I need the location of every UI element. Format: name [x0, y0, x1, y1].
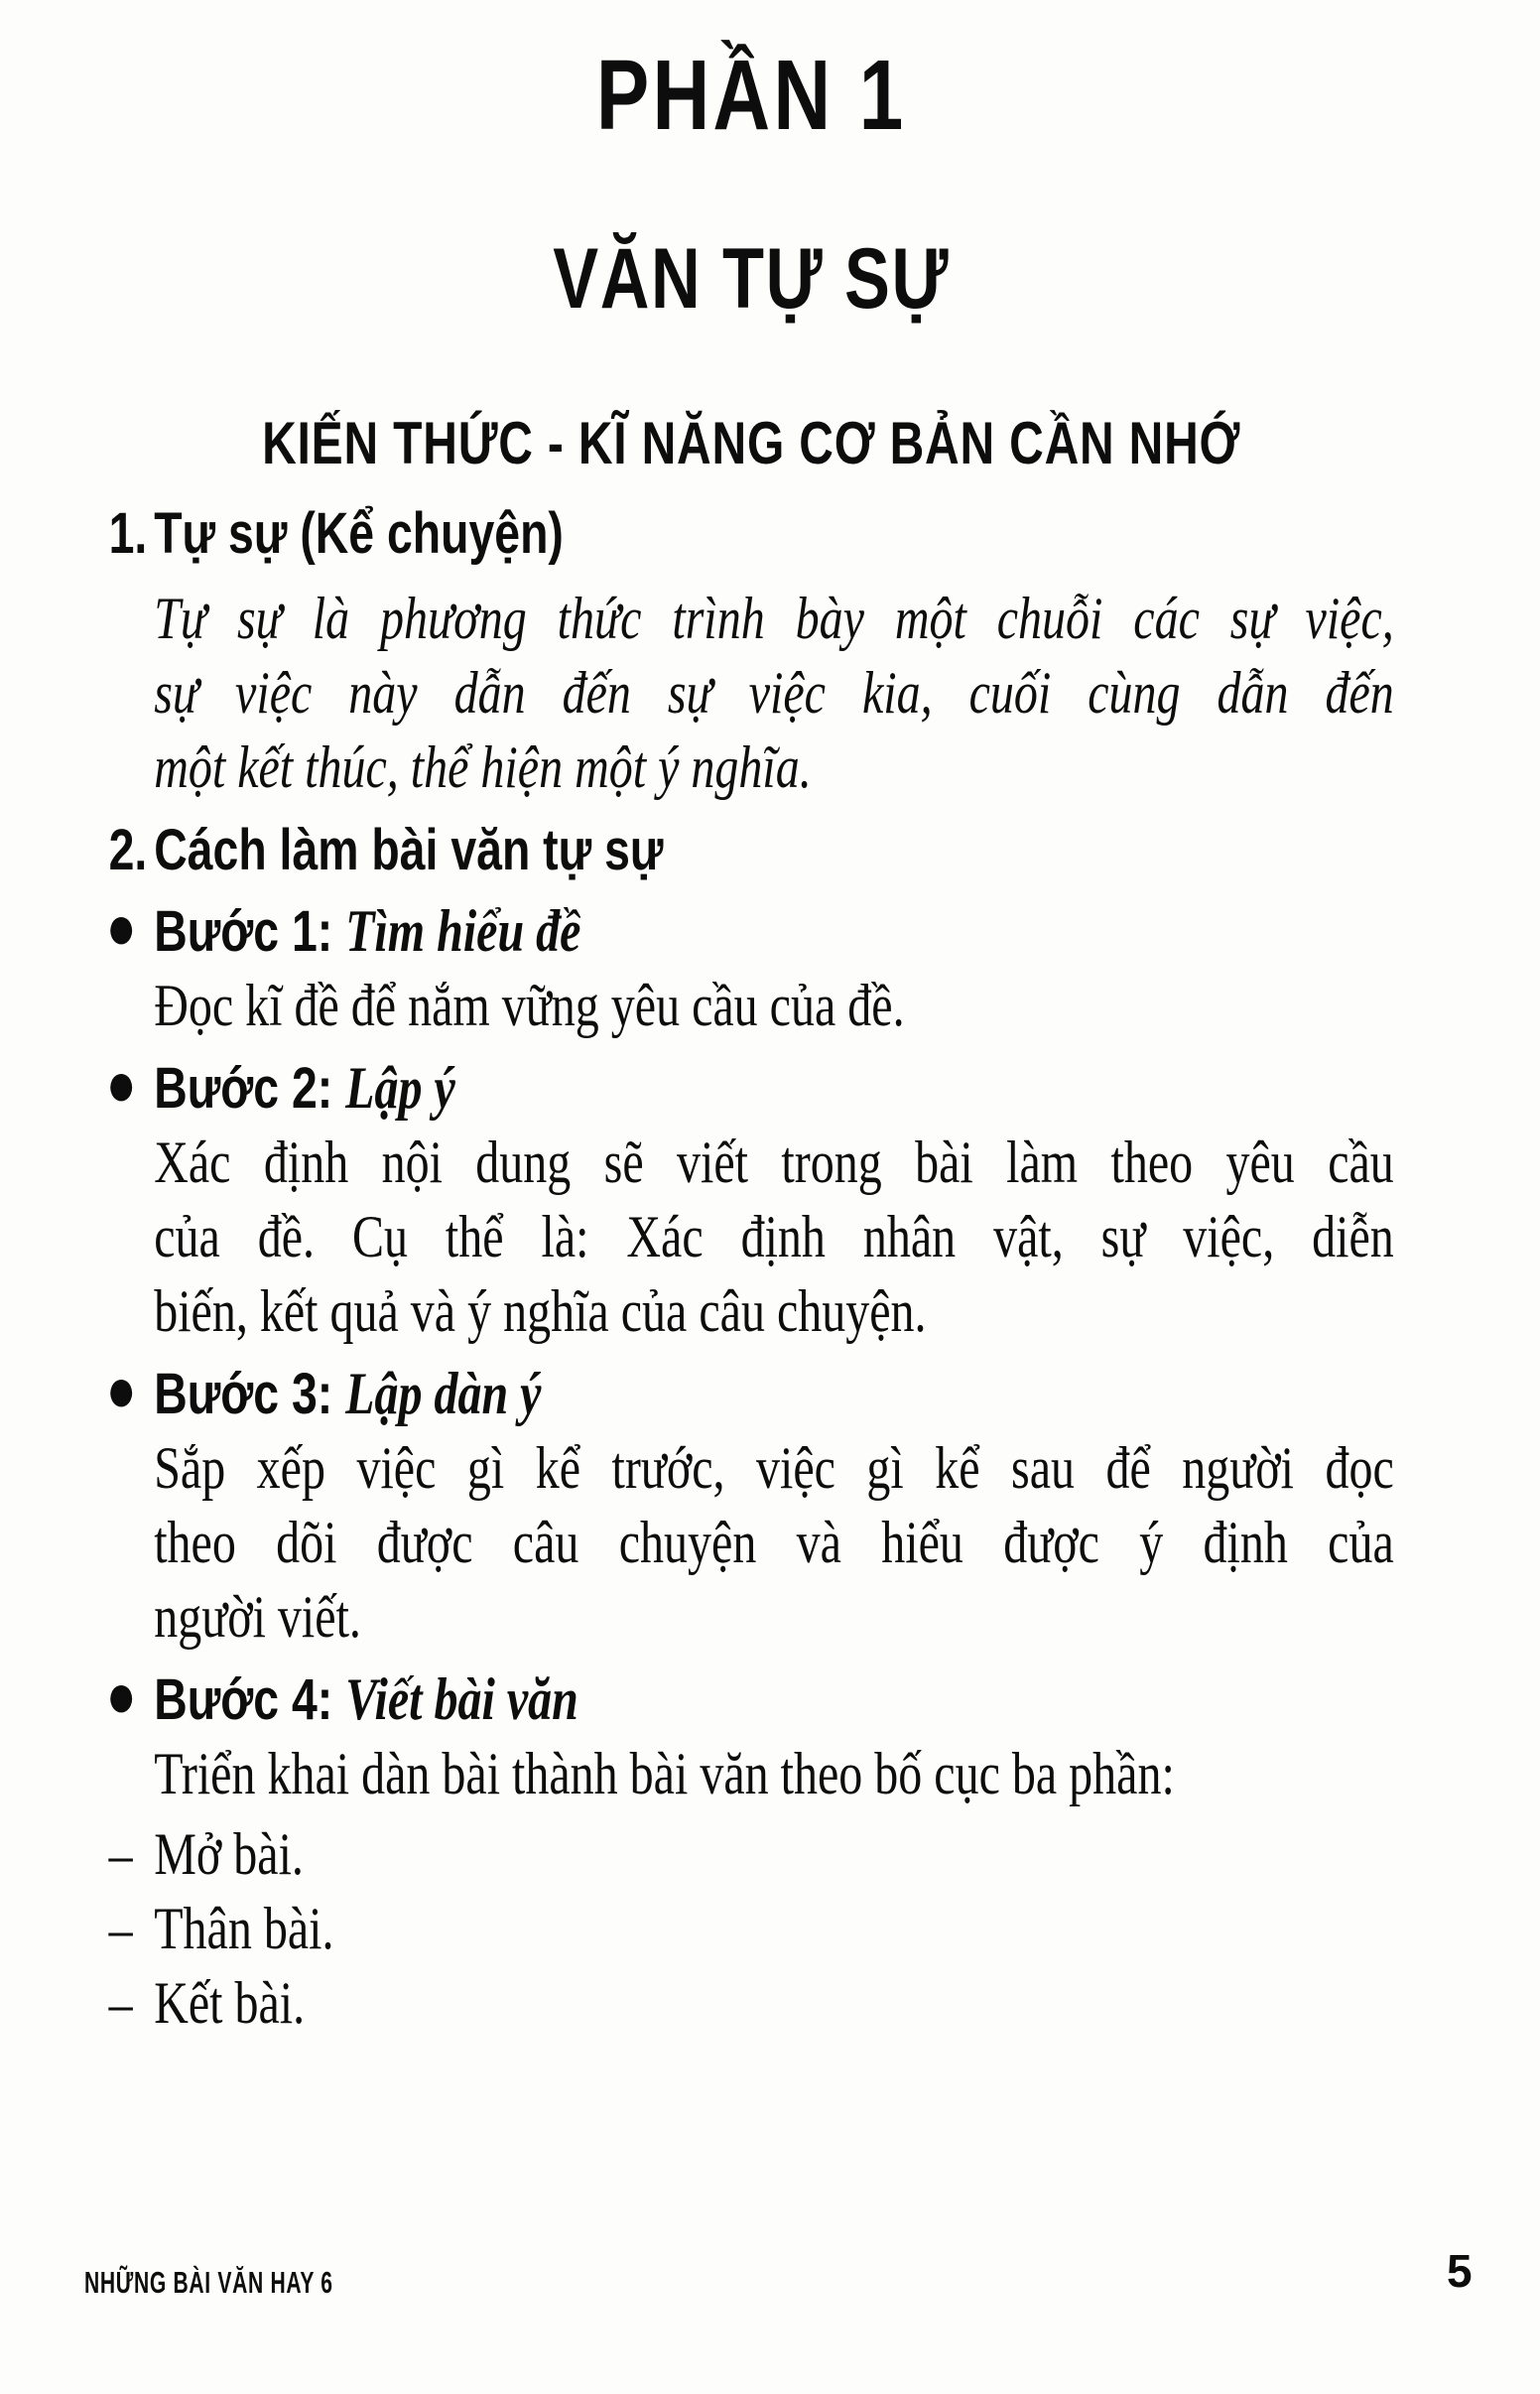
step-4-body-line: Triển khai dàn bài thành bài văn theo bố cục ba phần:: [154, 1741, 1175, 1806]
item-2-number: 2.: [108, 818, 148, 882]
section-title: VĂN TỰ SỰ: [553, 231, 951, 327]
item-1-title-row: [109, 498, 1394, 570]
outline-item-text: Thân bài.: [154, 1896, 334, 1961]
step-3-body: [154, 1431, 1394, 1655]
dash-icon: –: [108, 1896, 133, 1961]
step-3-label: Bước 3:: [154, 1362, 346, 1426]
item-2-title-row: [109, 815, 1394, 886]
part-title: PHẦN 1: [595, 40, 907, 151]
definition-line: sự việc này dẫn đến sự việc kia, cuối cùng dẫn đến: [154, 660, 1394, 726]
step-2-body-line: Xác định nội dung sẽ viết trong bài làm theo yêu cầu: [154, 1130, 1394, 1195]
page-content: [0, 38, 1540, 2041]
footer-book-title: NHỮNG BÀI VĂN HAY 6: [84, 2265, 333, 2300]
item-2-title: Cách làm bài văn tự sự: [154, 818, 664, 882]
step-1-label: Bước 1:: [154, 899, 346, 964]
definition-line: một kết thúc, thể hiện một ý nghĩa.: [154, 734, 812, 800]
step-3-body-line: người viết.: [154, 1584, 361, 1650]
step-1-label-row: [109, 894, 1394, 969]
step-4-name: Viết bài văn: [345, 1666, 578, 1732]
bullet-icon: ●: [108, 1371, 134, 1411]
step-4-label-row: [109, 1662, 1394, 1737]
item-1-number: 1.: [108, 501, 148, 566]
dash-icon: –: [108, 1821, 133, 1887]
bullet-icon: ●: [108, 1676, 134, 1717]
step-2-name: Lập ý: [345, 1055, 455, 1121]
step-3-label-row: [109, 1357, 1394, 1431]
step-1-body: [154, 969, 1394, 1043]
step-3-body-line: theo dõi được câu chuyện và hiểu được ý định của: [154, 1510, 1394, 1575]
step-4-label: Bước 4:: [154, 1667, 346, 1732]
bullet-icon: ●: [108, 1065, 134, 1106]
step-3-body-line: Sắp xếp việc gì kể trước, việc gì kể sau để người đọc: [154, 1435, 1394, 1501]
dash-icon: –: [108, 1970, 133, 2036]
step-4-body: [154, 1737, 1394, 1811]
page-number: 5: [1447, 2245, 1473, 2297]
step-1-body-line: Đọc kĩ đề để nắm vững yêu cầu của đề.: [154, 973, 905, 1038]
step-2-body: [154, 1126, 1394, 1349]
definition-paragraph: [154, 582, 1394, 805]
bullet-icon: ●: [108, 908, 134, 949]
step-1-name: Tìm hiểu đề: [345, 898, 581, 964]
item-1-title: Tự sự (Kể chuyện): [154, 501, 564, 566]
knowledge-heading: KIẾN THỨC - KĨ NĂNG CƠ BẢN CẦN NHỚ: [262, 410, 1241, 476]
outline-item-text: Mở bài.: [154, 1821, 304, 1887]
outline-row: [109, 1892, 1394, 1966]
definition-line: Tự sự là phương thức trình bày một chuỗi các sự việc,: [154, 586, 1394, 651]
outline-row: [109, 1966, 1394, 2041]
step-3-name: Lập dàn ý: [345, 1361, 542, 1426]
step-2-label: Bước 2:: [154, 1056, 346, 1121]
step-2-body-line: biến, kết quả và ý nghĩa của câu chuyện.: [154, 1278, 927, 1344]
outline-item-text: Kết bài.: [154, 1970, 306, 2036]
outline-row: [109, 1817, 1394, 1892]
step-2-body-line: của đề. Cụ thể là: Xác định nhân vật, sự việc, diễn: [154, 1204, 1394, 1269]
step-2-label-row: [109, 1051, 1394, 1126]
